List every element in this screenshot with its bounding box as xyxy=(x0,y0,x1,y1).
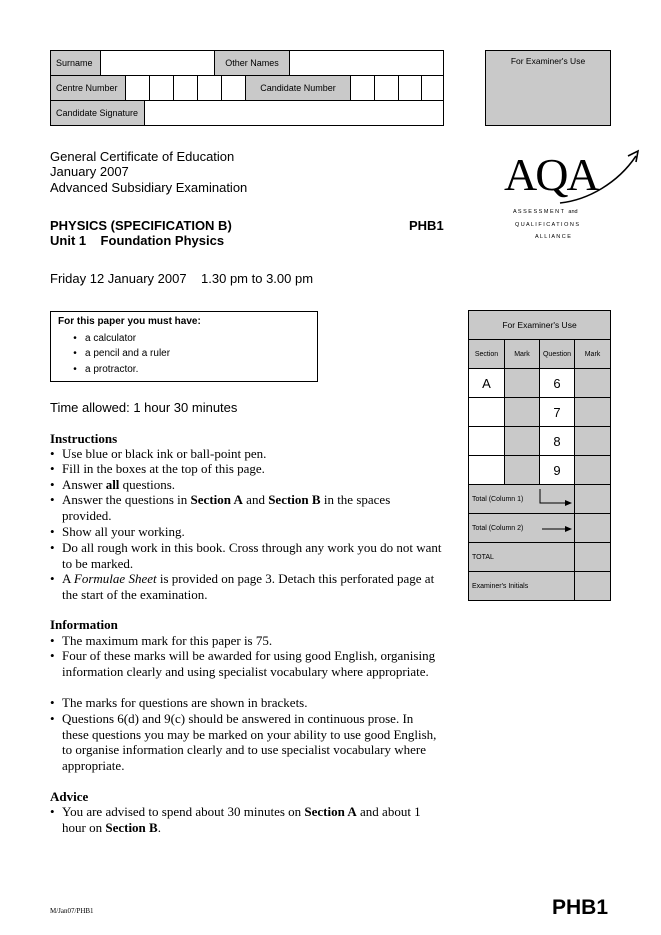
candidate-signature-label: Candidate Signature xyxy=(50,100,145,126)
row-section xyxy=(469,427,505,456)
advice-heading: Advice xyxy=(50,789,89,804)
row-question: 9 xyxy=(540,456,575,485)
materials-box xyxy=(50,311,318,382)
total-column-2-field[interactable] xyxy=(575,514,610,543)
row-question: 8 xyxy=(540,427,575,456)
row-section: A xyxy=(469,369,505,398)
row-mark-2[interactable] xyxy=(575,456,610,485)
arrow-right-icon xyxy=(541,524,575,534)
swoosh-icon xyxy=(558,148,643,208)
header-question: Question xyxy=(540,340,575,369)
paper-date-time: Friday 12 January 2007 1.30 pm to 3.00 pm xyxy=(50,271,314,286)
total-column-2-label: Total (Column 2) xyxy=(469,514,575,543)
header-mark-1: Mark xyxy=(505,340,540,369)
centre-number-digit[interactable] xyxy=(197,75,222,101)
row-question: 6 xyxy=(540,369,575,398)
materials-item: • a pencil and a ruler xyxy=(73,348,171,359)
footer-paper-code: PHB1 xyxy=(552,896,609,919)
candidate-number-digit[interactable] xyxy=(398,75,422,101)
examiner-initials-field[interactable] xyxy=(575,572,610,600)
row-section xyxy=(469,398,505,427)
grand-total-field[interactable] xyxy=(575,543,610,572)
aqa-logo-text: AQA xyxy=(504,149,598,200)
aqa-logo xyxy=(498,148,643,248)
qualification-line-3: Advanced Subsidiary Examination xyxy=(50,180,248,195)
paper-unit: Unit 1 Foundation Physics xyxy=(50,233,225,248)
other-names-label: Other Names xyxy=(214,50,290,76)
row-mark-2[interactable] xyxy=(575,398,610,427)
surname-field[interactable] xyxy=(100,50,215,76)
row-question: 7 xyxy=(540,398,575,427)
row-mark-2[interactable] xyxy=(575,369,610,398)
grand-total-label: TOTAL xyxy=(469,543,575,572)
arrow-right-icon xyxy=(539,489,575,507)
instructions-heading: Instructions xyxy=(50,431,118,446)
aqa-logo-line-1: A S S E S S M E N T and xyxy=(513,209,578,215)
header-mark-2: Mark xyxy=(575,340,610,369)
surname-label: Surname xyxy=(50,50,101,76)
paper-title: PHYSICS (SPECIFICATION B) xyxy=(50,218,232,233)
centre-number-digit[interactable] xyxy=(125,75,150,101)
examiner-marks-table xyxy=(468,310,611,601)
total-column-1-field[interactable] xyxy=(575,485,610,514)
aqa-logo-line-2: Q U A L I F I C A T I O N S xyxy=(515,222,580,228)
row-mark-1[interactable] xyxy=(505,456,540,485)
total-column-1-label: Total (Column 1) xyxy=(469,485,575,514)
candidate-number-label: Candidate Number xyxy=(245,75,351,101)
qualification-line-2: January 2007 xyxy=(50,164,129,179)
row-mark-1[interactable] xyxy=(505,369,540,398)
time-allowed: Time allowed: 1 hour 30 minutes xyxy=(50,400,238,415)
header-section: Section xyxy=(469,340,505,369)
other-names-field[interactable] xyxy=(289,50,444,76)
row-mark-1[interactable] xyxy=(505,398,540,427)
row-section xyxy=(469,456,505,485)
examiner-use-top-label: For Examiner's Use xyxy=(510,56,586,66)
materials-item: • a calculator xyxy=(73,333,137,344)
examiner-table-title: For Examiner's Use xyxy=(469,311,610,340)
materials-item: • a protractor. xyxy=(73,364,139,375)
centre-number-digit[interactable] xyxy=(149,75,174,101)
centre-number-digit[interactable] xyxy=(173,75,198,101)
footer-reference: M/Jan07/PHB1 xyxy=(50,907,94,915)
candidate-number-digit[interactable] xyxy=(374,75,399,101)
candidate-number-digit[interactable] xyxy=(421,75,444,101)
paper-code: PHB1 xyxy=(409,218,444,233)
examiner-initials-label: Examiner's Initials xyxy=(469,572,575,600)
aqa-logo-line-3: A L L I A N C E xyxy=(535,234,571,240)
candidate-signature-field[interactable] xyxy=(144,100,444,126)
examiner-use-top-box xyxy=(485,50,611,126)
row-mark-2[interactable] xyxy=(575,427,610,456)
centre-number-label: Centre Number xyxy=(50,75,126,101)
qualification-line-1: General Certificate of Education xyxy=(50,149,235,164)
materials-heading: For this paper you must have: xyxy=(58,316,201,327)
centre-number-digit[interactable] xyxy=(221,75,246,101)
candidate-number-digit[interactable] xyxy=(350,75,375,101)
information-heading: Information xyxy=(50,617,118,632)
row-mark-1[interactable] xyxy=(505,427,540,456)
